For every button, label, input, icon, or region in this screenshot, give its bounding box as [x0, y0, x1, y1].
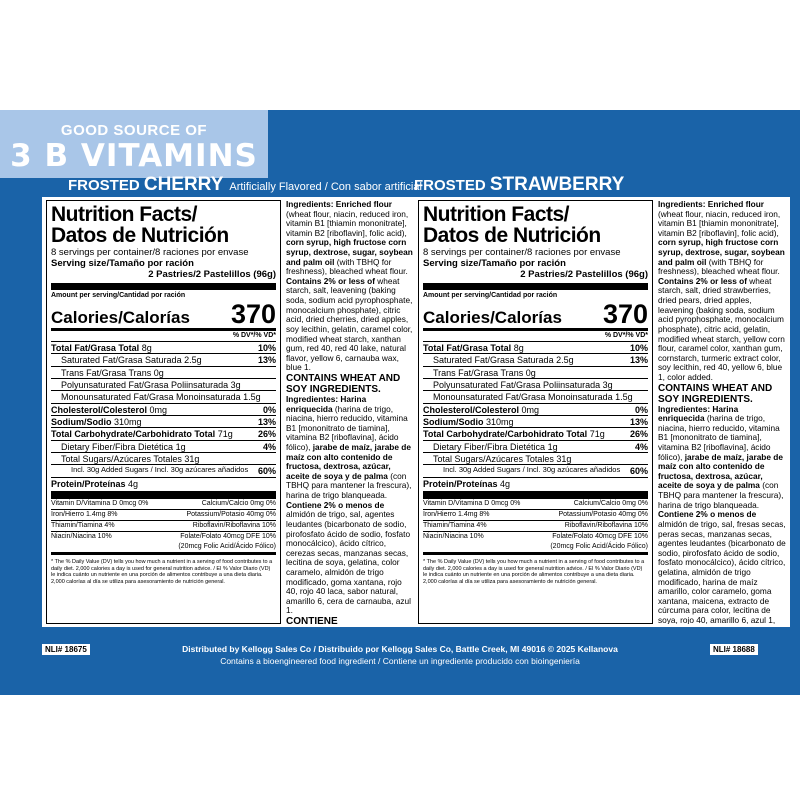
nutrient-row: Total Carbohydrate/Carbohidrato Total 71g 26%	[423, 429, 648, 440]
nutrient-row: Monounsaturated Fat/Grasa Monoinsaturada 1.5g	[423, 390, 648, 402]
servings-per-container: 8 servings per container/8 raciones por envase	[51, 247, 249, 258]
ingredients-text: Ingredients: Enriched flour (wheat flour, niacin, reduced iron, vitamin B1 [thiamin mononitrate], vitamin B2 [riboflavin], folic acid), corn syrup, high fructose corn syrup, dextrose, sugar, soybean and palm oil (with TBHQ for freshness), bleached wheat flour. Contains 2% or less of wheat starch, salt, leavening (baking soda, sodium acid pyrophosphate, monocalcium phosphate), citric acid, dried cherries, dried apples, soy lecithin, gelatin, caramel color, modified wheat starch, xanthan gum, red 40, red 40 lake, natural flavor, yellow 6, carnauba wax, blue 1. CONTAINS WHEAT AND SOY INGREDIENTS. Ingredientes: Harina enriquecida (harina de trigo, niacina, hierro reducido, vitamina B1 [mononitrato de tiamina], vitamina B2 [riboflavina], ácido fólico), jarabe de maíz, jarabe de maíz con alto contenido de fructosa, dextrosa, azúcar, aceite de soya y de palma (con TBHQ para mantener la frescura), harina de trigo blanqueada. Contiene 2% o menos de almidón de trigo, sal, agentes leudantes (bicarbonato de sodio, pirofosfato ácido de sodio, fosfato monocálcico), ácido cítrico, cerezas secas, manzanas secas, lecitina de soya, gelatina, color caramelo, almidón de trigo modificado, goma xantana, rojo 40, rojo 40 laca, sabor natural, amarillo 6, cera de carnauba, azul 1. CONTIENE	[286, 200, 414, 624]
nutrient-row: Total Carbohydrate/Carbohidrato Total 71g 26%	[51, 429, 276, 440]
flavor-name: STRAWBERRY	[489, 174, 625, 195]
nutrient-row: Trans Fat/Grasa Trans 0g	[51, 366, 276, 378]
nutrient-row: Sodium/Sodio 310mg 13%	[423, 416, 648, 427]
vitamins-banner	[0, 110, 268, 178]
nf-title-1: Nutrition Facts/	[51, 203, 198, 226]
nutrient-row: Incl. 30g Added Sugars / Incl. 30g azúcares añadidos 60%	[51, 464, 276, 476]
serving-size-value: 2 Pastries/2 Pastelillos (96g)	[148, 268, 276, 280]
vitamin-row: Vitamin D/Vitamina D 0mcg 0% Calcium/Calcio 0mg 0%	[51, 498, 276, 509]
serving-size-value: 2 Pastries/2 Pastelillos (96g)	[520, 268, 648, 280]
nutrient-row: Sodium/Sodio 310mg 13%	[51, 416, 276, 427]
vitamin-row: Iron/Hierro 1.4mg 8% Potassium/Potasio 40mg 0%	[423, 509, 648, 520]
vitamin-row: Thiamin/Tiamina 4% Riboflavin/Riboflavina 10%	[423, 520, 648, 531]
nli-code-left: NLI# 18675	[42, 644, 90, 655]
dv-header: % DV*/% VD*	[232, 331, 276, 339]
calories-value: 370	[602, 298, 648, 329]
nutrient-row: Saturated Fat/Grasa Saturada 2.5g 13%	[423, 353, 648, 365]
nutrient-row: Dietary Fiber/Fibra Dietética 1g 4%	[423, 440, 648, 452]
nutrient-row: Total Sugars/Azúcares Totales 31g	[423, 452, 648, 464]
allergen-statement-es: CONTIENE	[286, 615, 338, 624]
nutrient-row: Cholesterol/Colesterol 0mg 0%	[423, 404, 648, 415]
nutrient-row: Dietary Fiber/Fibra Dietética 1g 4%	[51, 440, 276, 452]
nutrient-row: Protein/Proteínas 4g	[423, 477, 648, 489]
allergen-statement: CONTAINS WHEAT AND SOY INGREDIENTS.	[658, 382, 773, 405]
nf-title-2: Datos de Nutrición	[51, 224, 229, 247]
flavor-name: CHERRY	[143, 174, 224, 195]
nutrient-row: Monounsaturated Fat/Grasa Monoinsaturada 1.5g	[51, 390, 276, 402]
dv-footnote: * The % Daily Value (DV) tells you how much a nutrient in a serving of food contributes to a daily diet. 2,000 calories a day is used for general nutrition advice. / El % Valor Diario (VD) le indica cuánto un nutriente en una porción de alimentos contribuye a una dieta diaria. 2,000 calorías al día se utiliza para asesoramiento de nutrición general.	[51, 559, 273, 585]
vitamin-row: (20mcg Folic Acid/Ácido Fólico)	[178, 543, 276, 551]
calories-value: 370	[230, 298, 276, 329]
dv-header: % DV*/% VD*	[604, 331, 648, 339]
calories-label: Calories/Calorías	[51, 308, 190, 328]
flavor-cherry	[68, 174, 422, 196]
nutrient-row: Cholesterol/Colesterol 0mg 0%	[51, 404, 276, 415]
calories-label: Calories/Calorías	[423, 308, 562, 328]
ingredients-text: Ingredients: Enriched flour (wheat flour, niacin, reduced iron, vitamin B1 [thiamin mononitrate], vitamin B2 [riboflavin], folic acid), corn syrup, high fructose corn syrup, dextrose, sugar, soybean and palm oil (with TBHQ for freshness), bleached wheat flour. Contains 2% or less of wheat starch, salt, dried strawberries, dried pears, dried apples, leavening (baking soda, sodium acid pyrophosphate, monocalcium phosphate), citric acid, gelatin, modified wheat starch, yellow corn flour, caramel color, xanthan gum, cornstarch, turmeric extract color, soy lecithin, red 40, yellow 6, blue 1, color added. CONTAINS WHEAT AND SOY INGREDIENTS. Ingredientes: Harina enriquecida (harina de trigo, niacina, hierro reducido, vitamina B1 [mononitrato de tiamina], vitamina B2 [riboflavina], ácido fólico), jarabe de maíz, jarabe de maíz con alto contenido de fructosa, dextrosa, azúcar, aceite de soya y de palma (con TBHQ para mantener la frescura), harina de trigo blanqueada. Contiene 2% o menos de almidón de trigo, sal, fresas secas, peras secas, manzanas secas, agentes leudantes (bicarbonato de sodio, pirofosfato ácido de sodio, fosfato monocálcico), ácido cítrico, gelatina, almidón de trigo modificado, harina de maíz amarillo, color caramelo, goma xantana, maicena, extracto de cúrcuma para color, lecitina de soya, rojo 40, amarillo 6, azul 1,	[658, 200, 786, 624]
amount-per-serving: Amount per serving/Cantidad por ración	[51, 291, 186, 299]
strawberry-panel	[414, 197, 790, 627]
vitamin-row: Niacin/Niacina 10% Folate/Folato 40mcg DFE 10%	[423, 531, 648, 542]
nli-code-right: NLI# 18688	[710, 644, 758, 655]
flavor-note: Artificially Flavored / Con sabor artificial	[229, 181, 422, 193]
nutrient-row: Polyunsaturated Fat/Grasa Poliinsaturada 3g	[51, 378, 276, 390]
nutrient-row: Saturated Fat/Grasa Saturada 2.5g 13%	[51, 353, 276, 365]
flavor-strawberry	[414, 174, 624, 196]
calories-row	[51, 300, 276, 328]
nutrient-row: Incl. 30g Added Sugars / Incl. 30g azúcares añadidos 60%	[423, 464, 648, 476]
serving-size-label: Serving size/Tamaño por ración	[423, 257, 566, 269]
nf-title-2: Datos de Nutrición	[423, 224, 601, 247]
vitamin-row: Niacin/Niacina 10% Folate/Folato 40mcg DFE 10%	[51, 531, 276, 542]
allergen-statement: CONTAINS WHEAT AND SOY INGREDIENTS.	[286, 372, 401, 395]
vitamin-row: Thiamin/Tiamina 4% Riboflavin/Riboflavina 10%	[51, 520, 276, 531]
vitamin-row: Vitamin D/Vitamina D 0mcg 0% Calcium/Calcio 0mg 0%	[423, 498, 648, 509]
vitamin-row: (20mcg Folic Acid/Ácido Fólico)	[550, 543, 648, 551]
dv-footnote: * The % Daily Value (DV) tells you how much a nutrient in a serving of food contributes to a daily diet. 2,000 calories a day is used for general nutrition advice. / El % Valor Diario (VD) le indica cuánto un nutriente en una porción de alimentos contribuye a una dieta diaria. 2,000 calorías al día se utiliza para asesoramiento de nutrición general.	[423, 559, 645, 585]
flavor-prefix: FROSTED	[414, 177, 490, 194]
cherry-panel	[42, 197, 418, 627]
amount-per-serving: Amount per serving/Cantidad por ración	[423, 291, 558, 299]
bioengineered-line: Contains a bioengineered food ingredient / Contiene un ingrediente producido con bioingeniería	[220, 656, 580, 666]
servings-per-container: 8 servings per container/8 raciones por envase	[423, 247, 621, 258]
nutrition-facts-label	[46, 200, 281, 624]
nutrient-row: Total Sugars/Azúcares Totales 31g	[51, 452, 276, 464]
nutrient-row: Total Fat/Grasa Total 8g 10%	[51, 342, 276, 353]
banner-line1: GOOD SOURCE OF	[60, 122, 208, 139]
nutrient-row: Trans Fat/Grasa Trans 0g	[423, 366, 648, 378]
flavor-prefix: FROSTED	[68, 177, 144, 194]
distributor-line: Distributed by Kellogg Sales Co / Distribuido por Kellogg Sales Co, Battle Creek, MI 49016 © 2025 Kellanova	[182, 644, 618, 654]
calories-row	[423, 300, 648, 328]
serving-size-label: Serving size/Tamaño por ración	[51, 257, 194, 269]
nf-title-1: Nutrition Facts/	[423, 203, 570, 226]
nutrition-facts-label	[418, 200, 653, 624]
banner-line2: 3 B VITAMINS	[10, 138, 258, 174]
nutrient-row: Total Fat/Grasa Total 8g 10%	[423, 342, 648, 353]
vitamin-row: Iron/Hierro 1.4mg 8% Potassium/Potasio 40mg 0%	[51, 509, 276, 520]
nutrient-row: Polyunsaturated Fat/Grasa Poliinsaturada 3g	[423, 378, 648, 390]
nutrient-row: Protein/Proteínas 4g	[51, 477, 276, 489]
